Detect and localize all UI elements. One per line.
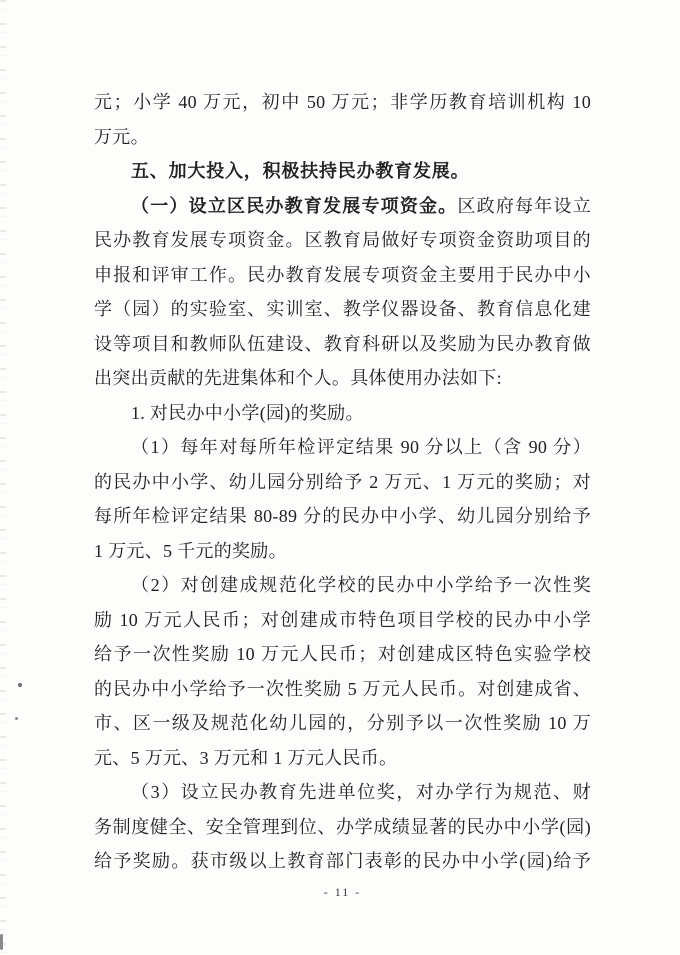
text-line xyxy=(94,361,591,396)
text-segment: 的民办中小学、幼儿园分别给予 2 万元、1 万元的奖励；对 xyxy=(94,471,591,492)
text-line xyxy=(94,603,591,638)
bold-text-segment: （一）设立区民办教育发展专项资金。 xyxy=(131,195,458,216)
text-line xyxy=(94,430,591,465)
text-segment: 元；小学 40 万元，初中 50 万元；非学历教育培训机构 10 xyxy=(94,92,591,112)
text-line xyxy=(94,396,591,431)
text-segment: 每所年检评定结果 80-89 分的民办中小学、幼儿园分别给予 xyxy=(94,506,591,526)
scan-speck-dot xyxy=(15,717,18,720)
text-line xyxy=(94,499,591,534)
text-segment: 出突出贡献的先进集体和个人。具体使用办法如下: xyxy=(94,368,502,388)
text-line xyxy=(94,189,591,224)
text-segment: 1. 对民办中小学(园)的奖励。 xyxy=(131,402,364,423)
text-line xyxy=(94,223,591,258)
text-line xyxy=(94,810,591,845)
document-body xyxy=(94,85,591,879)
text-segment: 学（园）的实验室、实训室、教学仪器设备、教育信息化建 xyxy=(94,299,591,319)
text-segment: 申报和评审工作。民办教育发展专项资金主要用于民办中小 xyxy=(94,264,591,285)
text-line xyxy=(94,258,591,293)
text-line xyxy=(94,775,591,810)
scan-corner-mark xyxy=(0,934,3,950)
text-line xyxy=(94,292,591,327)
text-segment: 元、5 万元、3 万元和 1 万元人民币。 xyxy=(94,747,398,768)
text-segment: 民办教育发展专项资金。区教育局做好专项资金资助项目的 xyxy=(94,230,591,250)
text-line xyxy=(94,637,591,672)
text-segment: 万元。 xyxy=(94,126,149,147)
text-segment: 的民办中小学给予一次性奖励 5 万元人民币。对创建成省、 xyxy=(94,678,591,699)
text-segment: 五、加大投入，积极扶持民办教育发展。 xyxy=(131,161,470,181)
text-line xyxy=(94,534,591,569)
text-segment: 给予一次性奖励 10 万元人民币；对创建成区特色实验学校 xyxy=(94,644,591,664)
text-line xyxy=(94,844,591,879)
section-heading-line xyxy=(94,154,591,189)
text-line xyxy=(94,741,591,776)
text-segment: （3）设立民办教育先进单位奖，对办学行为规范、财 xyxy=(131,782,591,802)
scan-speck-dot xyxy=(18,683,22,687)
text-segment: 设等项目和教师队伍建设、教育科研以及奖励为民办教育做 xyxy=(94,333,591,354)
text-segment: （1）每年对每所年检评定结果 90 分以上（含 90 分） xyxy=(131,437,591,457)
page-number: - 11 - xyxy=(323,885,362,899)
text-line xyxy=(94,672,591,707)
scan-edge-noise xyxy=(0,0,6,955)
text-line xyxy=(94,120,591,155)
text-segment: （2）对创建成规范化学校的民办中小学给予一次性奖 xyxy=(131,575,591,595)
text-segment: 市、区一级及规范化幼儿园的，分别予以一次性奖励 10 万 xyxy=(94,713,591,733)
text-line xyxy=(94,706,591,741)
text-line xyxy=(94,465,591,500)
text-line xyxy=(94,85,591,120)
text-segment: 务制度健全、安全管理到位、办学成绩显著的民办中小学(园) xyxy=(94,816,591,837)
text-segment: 给予奖励。获市级以上教育部门表彰的民办中小学(园)给予 xyxy=(94,851,591,871)
text-segment: 1 万元、5 千元的奖励。 xyxy=(94,540,287,561)
text-segment: 区政府每年设立 xyxy=(457,195,591,216)
text-segment: 励 10 万元人民币；对创建成市特色项目学校的民办中小学 xyxy=(94,609,591,630)
text-line xyxy=(94,568,591,603)
text-line xyxy=(94,327,591,362)
